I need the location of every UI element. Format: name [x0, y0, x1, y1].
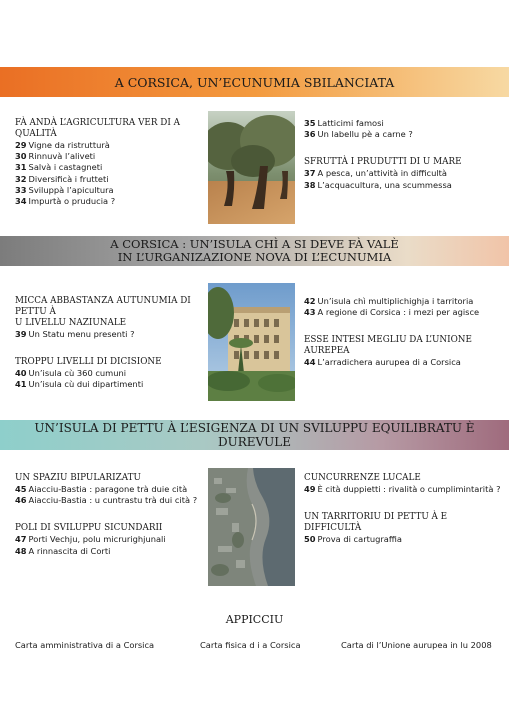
toc-entry[interactable]	[15, 151, 215, 162]
entry-text: L’arradichera aurupea di a Corsica	[317, 357, 461, 368]
toc-entry[interactable]	[304, 357, 504, 368]
toc-entry[interactable]	[15, 140, 215, 151]
entry-text: Impurtà o pruducia ?	[28, 196, 116, 207]
section-2-right-column	[304, 296, 504, 369]
page-number: 41	[15, 379, 27, 390]
toc-entry[interactable]	[15, 368, 215, 379]
entry-text: Un’isula cù dui dipartimenti	[28, 379, 144, 390]
page-number: 32	[15, 173, 27, 184]
page-number: 37	[304, 168, 316, 179]
toc-entry[interactable]	[15, 174, 215, 185]
section-1-title: A CORSICA, UN’ECUNUMIA SBILANCIATA	[0, 67, 509, 97]
aerial-satellite-photo	[208, 468, 295, 586]
page-number: 48	[15, 545, 27, 556]
section-3-title: UN’ISULA DI PETTU À L’ESIGENZA DI UN SVILUPPU EQUILIBRATU È DUREVULE	[0, 420, 509, 450]
toc-entry[interactable]	[304, 168, 504, 179]
toc-entry[interactable]	[304, 296, 504, 307]
entry-text: Sviluppà l’apicultura	[28, 184, 114, 195]
toc-entry[interactable]	[15, 162, 215, 173]
entry-text: Un’isula chì multiplichighja i tarritoria	[317, 296, 474, 306]
toc-entry[interactable]	[304, 534, 504, 545]
page-number: 45	[15, 484, 27, 494]
subheading: UN SPAZIU BIPULARIZATU	[15, 473, 141, 483]
toc-entry[interactable]	[15, 484, 215, 495]
entry-text: L’acquacultura, una scummessa	[317, 179, 452, 190]
page-number: 50	[304, 534, 316, 545]
section-2-title	[0, 236, 509, 266]
entry-text: Un’isula cù 360 cumuni	[28, 368, 127, 379]
section-1-right-column	[304, 118, 504, 191]
toc-entry[interactable]	[15, 329, 215, 340]
toc-entry[interactable]	[15, 379, 215, 390]
toc-entry[interactable]	[15, 534, 215, 545]
toc-entry[interactable]	[15, 185, 215, 196]
subheading: ESSE INTESI MEGLIU DA L’UNIONE AUREPEA	[304, 335, 472, 357]
subheading	[15, 296, 215, 329]
page-number: 30	[15, 151, 27, 162]
section-2-title-line-1: A CORSICA : UN’ISULA CHÌ A SI DEVE FÀ VALÈ	[110, 237, 399, 251]
toc-entry[interactable]	[15, 495, 215, 506]
entry-text: Un labellu pè a carne ?	[317, 129, 413, 140]
page-number: 40	[15, 368, 27, 379]
subheading: POLI DI SVILUPPU SICUNDARII	[15, 523, 163, 534]
subheading: TROPPU LIVELLI DI DICISIONE	[15, 357, 162, 368]
appendix-item-eu-map[interactable]: Carta di l’Unione aurupea in lu 2008	[341, 640, 492, 650]
page-number: 34	[15, 196, 27, 207]
entry-text: A rinnascita di Corti	[28, 545, 111, 556]
entry-text: Salvà i castagneti	[28, 162, 103, 173]
page-number: 31	[15, 162, 27, 173]
entry-text: Diversificà i frutteti	[28, 173, 109, 184]
subheading: FÀ ANDÀ L’AGRICULTURA VER DI A QUALITÀ	[15, 118, 180, 139]
olive-grove-photo	[208, 111, 295, 224]
page-number: 38	[304, 179, 316, 190]
subheading-line-1: MICCA ABBASTANZA AUTUNUMIA DI PETTU À	[15, 296, 191, 317]
subheading: SFRUTTÀ I PRUDUTTI DI U MARE	[304, 157, 462, 168]
toc-entry[interactable]	[15, 546, 215, 557]
section-2-left-column	[15, 296, 215, 391]
section-1-left-column	[15, 118, 215, 207]
page-number: 44	[304, 357, 316, 368]
toc-entry[interactable]	[304, 307, 504, 318]
page-number: 42	[304, 296, 316, 306]
page-number: 35	[304, 118, 316, 128]
entry-text: A regione di Corsica : i mezi per agisce	[317, 307, 480, 318]
appendix-title: APPICCIU	[225, 613, 284, 626]
page-number: 39	[15, 329, 27, 339]
page-number: 36	[304, 129, 316, 140]
section-2-title-line-2: IN L’URGANIZAZIONE NOVA DI L’ECUNUMIA	[117, 250, 392, 264]
appendix-item-administrative-map[interactable]: Carta amministrativa di a Corsica	[15, 640, 155, 650]
subheading: CUNCURRENZE LUCALE	[304, 473, 421, 483]
page-number: 47	[15, 534, 27, 545]
entry-text: Porti Vechju, polu micrurighjunali	[28, 534, 166, 545]
entry-text: È cità duppietti : rivalità o cumplimintarità ?	[317, 484, 501, 494]
toc-entry[interactable]	[304, 118, 504, 129]
entry-text: Rinnuvà l’aliveti	[28, 151, 96, 162]
subheading-line-2: U LIVELLU NAZIUNALE	[15, 318, 127, 328]
entry-text: Latticimi famosi	[317, 118, 384, 128]
entry-text: Aiacciu-Bastia : paragone trà duie cità	[28, 484, 188, 494]
entry-text: A pesca, un’attività in difficultà	[317, 168, 447, 179]
entry-text: Prova di cartugraffia	[317, 534, 402, 545]
page-number: 29	[15, 140, 27, 150]
subheading: UN TARRITORIU DI PETTU À E DIFFICULTÀ	[304, 512, 448, 534]
palace-building-photo	[208, 283, 295, 401]
toc-entry[interactable]	[304, 484, 504, 495]
toc-entry[interactable]	[304, 129, 504, 140]
toc-entry[interactable]	[304, 180, 504, 191]
entry-text: Un Statu menu presenti ?	[28, 329, 135, 339]
page-number: 46	[15, 495, 27, 506]
entry-text: Vigne da ristrutturà	[28, 140, 110, 150]
section-3-right-column	[304, 473, 504, 545]
section-3-left-column	[15, 473, 215, 557]
page-number: 43	[304, 307, 316, 318]
page-number: 33	[15, 184, 27, 195]
page-number: 49	[304, 484, 316, 494]
entry-text: Aiacciu-Bastia : u cuntrastu trà dui cità ?	[28, 495, 198, 506]
toc-entry[interactable]	[15, 196, 215, 207]
appendix-item-physical-map[interactable]: Carta fisica d i a Corsica	[200, 640, 301, 650]
